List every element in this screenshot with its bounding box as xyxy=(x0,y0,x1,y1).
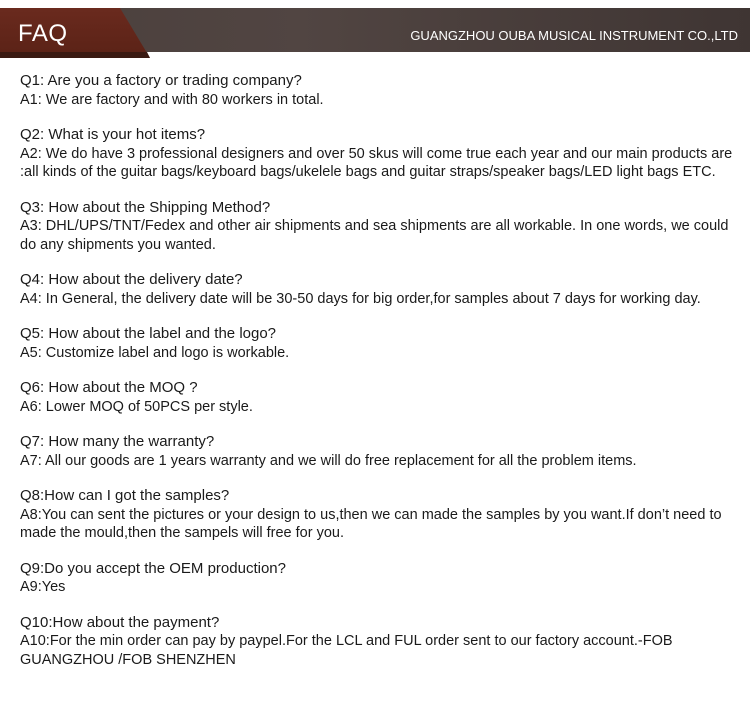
faq-item-3 xyxy=(20,199,736,255)
faq-question: Q2: What is your hot items? xyxy=(20,126,206,143)
faq-item-9 xyxy=(20,560,736,597)
faq-item-6 xyxy=(20,379,736,416)
faq-question: Q6: How about the MOQ ? xyxy=(20,379,198,396)
faq-question: Q5: How about the label and the logo? xyxy=(20,325,277,342)
faq-item-1 xyxy=(20,72,736,109)
faq-list xyxy=(20,72,736,686)
faq-answer: A9:Yes xyxy=(20,579,66,595)
faq-item-8 xyxy=(20,487,736,543)
faq-item-10 xyxy=(20,614,736,670)
faq-item-7 xyxy=(20,433,736,470)
faq-answer: A2: We do have 3 professional designers and over 50 skus will come true each year and our main products are :all kinds of the guitar bags/keyboard bags/ukelele bags and guitar straps/speaker bags/LED light bags ETC. xyxy=(20,145,733,180)
faq-question: Q10:How about the payment? xyxy=(20,613,220,631)
faq-answer: A4: In General, the delivery date will be 30-50 days for big order,for samples about 7 days for working day. xyxy=(20,290,701,307)
faq-question: Q3: How about the Shipping Method? xyxy=(20,198,271,216)
faq-question: Q7: How many the warranty? xyxy=(20,433,215,450)
faq-answer: A6: Lower MOQ of 50PCS per style. xyxy=(20,398,253,415)
faq-question: Q4: How about the delivery date? xyxy=(20,271,243,288)
faq-item-2 xyxy=(20,126,736,182)
faq-item-4 xyxy=(20,271,736,308)
page-title: FAQ xyxy=(18,20,68,47)
faq-question: Q8:How can I got the samples? xyxy=(20,487,230,504)
faq-answer: A8:You can sent the pictures or your design to us,then we can made the samples by you want.If don’t need to made the mould,then the sampels will free for you. xyxy=(20,506,722,541)
faq-question: Q9:Do you accept the OEM production? xyxy=(20,559,286,577)
company-name: GUANGZHOU OUBA MUSICAL INSTRUMENT CO.,LTD xyxy=(410,28,738,43)
faq-tab-shadow xyxy=(0,52,150,58)
faq-answer: A7: All our goods are 1 years warranty and we will do free replacement for all the problem items. xyxy=(20,452,637,469)
faq-answer: A10:For the min order can pay by paypel.For the LCL and FUL order sent to our factory account.-FOB GUANGZHOU /FOB SHENZHEN xyxy=(20,633,673,668)
faq-question: Q1: Are you a factory or trading company? xyxy=(20,72,302,89)
faq-answer: A5: Customize label and logo is workable. xyxy=(20,344,290,361)
faq-answer: A3: DHL/UPS/TNT/Fedex and other air shipments and sea shipments are all workable. In one words, we could do any shipments you wanted. xyxy=(20,218,729,253)
faq-answer: A1: We are factory and with 80 workers in total. xyxy=(20,91,324,108)
header-banner xyxy=(0,0,750,58)
faq-item-5 xyxy=(20,325,736,362)
